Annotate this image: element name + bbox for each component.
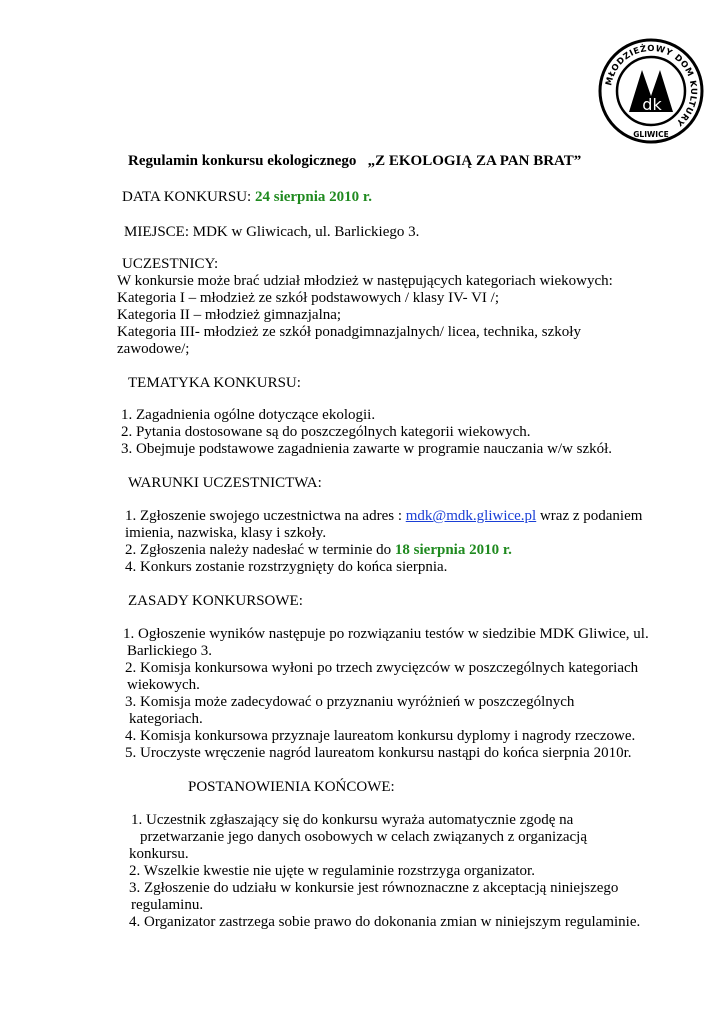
final-line: 1. Uczestnik zgłaszający się do konkursu wyraża automatycznie zgodę na (131, 812, 574, 828)
date-label: DATA KONKURSU: (122, 189, 255, 205)
contest-date (122, 189, 372, 206)
rules-line: wiekowych. (127, 677, 200, 693)
logo-monogram: dk (642, 95, 662, 114)
logo-bottom-text: GLIWICE (633, 130, 669, 139)
email-link[interactable]: mdk@mdk.gliwice.pl (405, 508, 537, 524)
rules-line: 2. Komisja konkursowa wyłoni po trzech zwycięzców w poszczególnych kategoriach (125, 660, 639, 676)
participants-line: zawodowe/; (117, 341, 190, 357)
contest-name: „Z EKOLOGIĄ ZA PAN BRAT” (367, 153, 582, 169)
document-title (128, 153, 581, 170)
participants-line: Kategoria I – młodzież ze szkół podstawowych / klasy IV- VI /; (117, 290, 499, 306)
final-line: regulaminu. (131, 897, 204, 913)
rules-line: 1. Ogłoszenie wyników następuje po rozwiązaniu testów w siedzibie MDK Gliwice, ul. (123, 626, 649, 642)
rules-line: Barlickiego 3. (127, 643, 212, 659)
final-line: 4. Organizator zastrzega sobie prawo do dokonania zmian w niniejszym regulaminie. (129, 914, 641, 930)
logo-ring-text: MŁODZIEŻOWY DOM KULTURY (604, 43, 699, 128)
rules-line: kategoriach. (129, 711, 203, 727)
conditions-heading: WARUNKI UCZESTNICTWA: (128, 475, 322, 491)
topics-item: 1. Zagadnienia ogólne dotyczące ekologii. (121, 407, 376, 423)
topics-item: 3. Obejmuje podstawowe zagadnienia zawarte w programie nauczania w/w szkół. (121, 441, 613, 457)
deadline-date: 18 sierpnia 2010 r. (394, 542, 512, 558)
topics-item: 2. Pytania dostosowane są do poszczególnych kategorii wiekowych. (121, 424, 531, 440)
final-line: 3. Zgłoszenie do udziału w konkursie jest równoznaczne z akceptacją niniejszego (129, 880, 619, 896)
conditions-item-text: wraz z podaniem (536, 508, 643, 524)
rules-heading: ZASADY KONKURSOWE: (128, 593, 303, 609)
final-line: 2. Wszelkie kwestie nie ujęte w regulaminie rozstrzyga organizator. (129, 863, 535, 879)
final-line: przetwarzanie jego danych osobowych w celach związanych z organizacją (140, 829, 587, 845)
conditions-item (125, 542, 512, 559)
title-prefix: Regulamin konkursu ekologicznego (128, 153, 357, 169)
rules-line: 3. Komisja może zadecydować o przyznaniu wyróżnień w poszczególnych (125, 694, 575, 710)
rules-line: 4. Komisja konkursowa przyznaje laureatom konkursu dyplomy i nagrody rzeczowe. (125, 728, 636, 744)
mdk-logo (598, 38, 704, 144)
final-heading: POSTANOWIENIA KOŃCOWE: (188, 779, 395, 795)
participants-heading: UCZESTNICY: (122, 256, 219, 272)
conditions-item-text: 2. Zgłoszenia należy nadesłać w terminie do (125, 542, 395, 558)
conditions-item-text: 1. Zgłoszenie swojego uczestnictwa na adres : (125, 508, 406, 524)
conditions-item (125, 508, 642, 525)
conditions-item: 4. Konkurs zostanie rozstrzygnięty do końca sierpnia. (125, 559, 448, 575)
date-value: 24 sierpnia 2010 r. (254, 189, 372, 205)
contest-place: MIEJSCE: MDK w Gliwicach, ul. Barlickiego 3. (124, 224, 420, 240)
participants-line: Kategoria II – młodzież gimnazjalna; (117, 307, 342, 323)
conditions-item-cont: imienia, nazwiska, klasy i szkoły. (125, 525, 327, 541)
final-line: konkursu. (129, 846, 189, 862)
topics-heading: TEMATYKA KONKURSU: (128, 375, 301, 391)
participants-line: Kategoria III- młodzież ze szkół ponadgimnazjalnych/ licea, technika, szkoły (117, 324, 581, 340)
rules-line: 5. Uroczyste wręczenie nagród laureatom konkursu nastąpi do końca sierpnia 2010r. (125, 745, 632, 761)
participants-line: W konkursie może brać udział młodzież w następujących kategoriach wiekowych: (117, 273, 613, 289)
